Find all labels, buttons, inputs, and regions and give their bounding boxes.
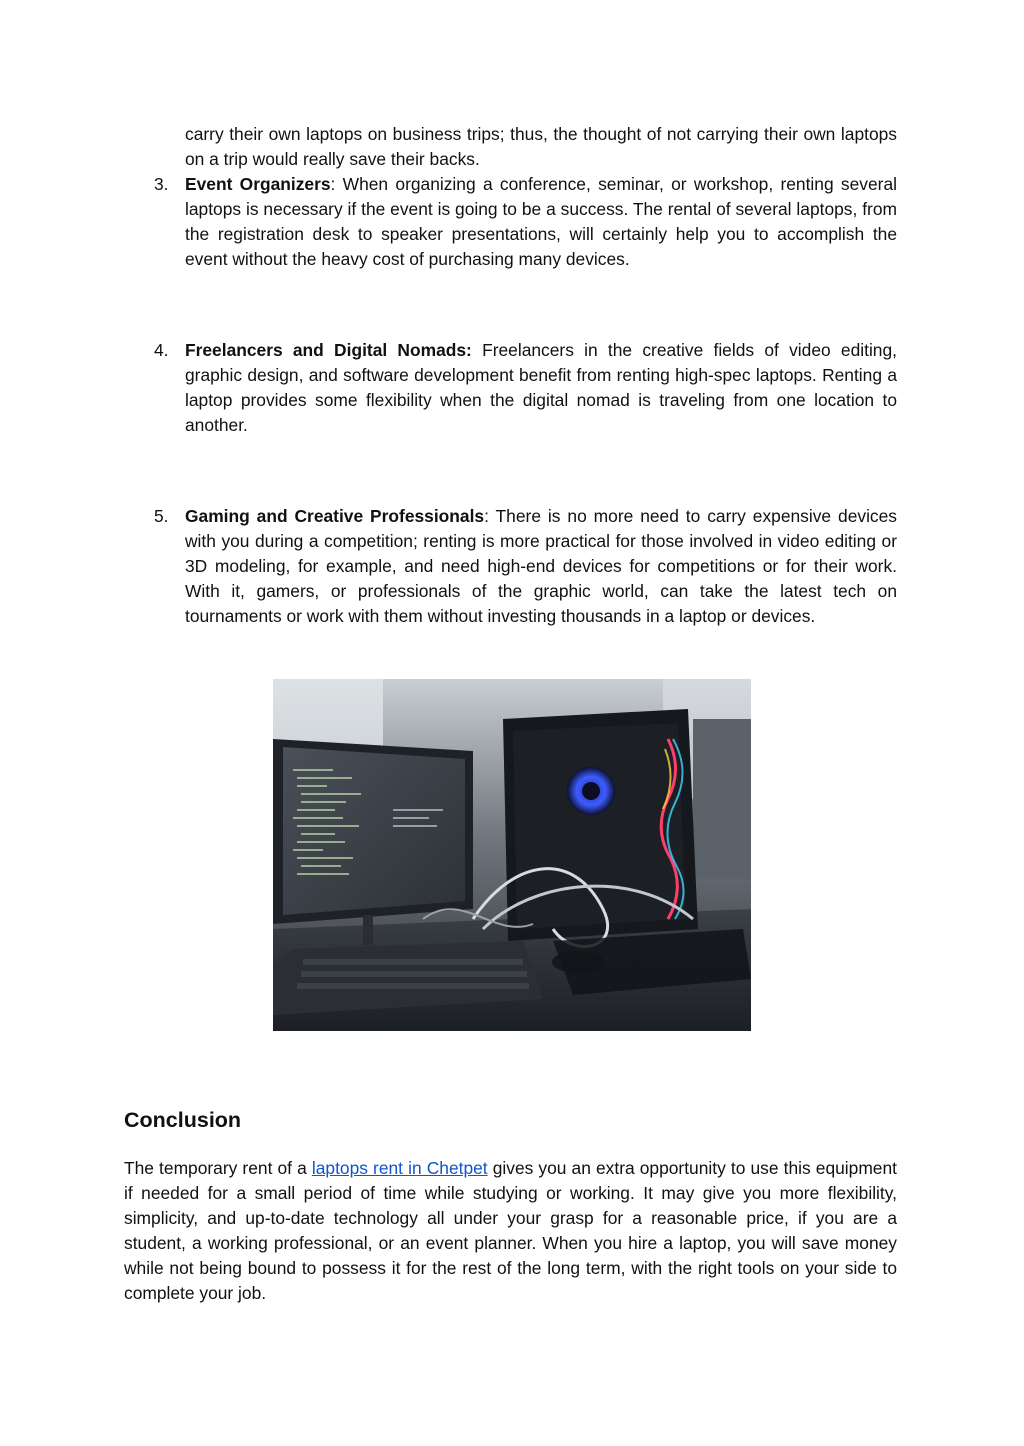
list-item-number: 5. [154,506,169,526]
conclusion-heading: Conclusion [124,1108,242,1132]
list-item-title: Gaming and Creative Professionals [185,506,485,526]
list-item-number: 3. [154,174,169,194]
list-item-body: When organizing a conference, seminar, or workshop, renting several laptops is necessary if the event is going to be a success. The rental of several laptops, from the registration desk to speaker presentations, will certainly help you to accomplish the event without the heavy cost of purchasing many devices. [185,174,897,269]
list-item-freelancers [185,338,897,438]
list-item-gaming-creative [185,504,897,629]
list-item-body: Freelancers in the creative fields of video editing, graphic design, and software development benefit from renting high-spec laptops. Renting a laptop provides some flexibility when the digital nomad is traveling from one location to another. [185,340,897,435]
list-item-event-organizers [185,172,897,272]
conclusion-text-after: gives you an extra opportunity to use this equipment if needed for a small period of time while studying or working. It may give you more flexibility, simplicity, and up-to-date technology all under your grasp for a reasonable price, if you are a student, a working professional, or an event planner. When you hire a laptop, you will save money while not being bound to possess it for the rest of the long term, with the right tools on your side to complete your job. [124,1158,897,1303]
list-item-separator: : [484,506,489,526]
list-item-body: There is no more need to carry expensive devices with you during a competition; renting is more practical for those involved in video editing or 3D modeling, for example, and need high-end devices for competitions or for their work. With it, gamers, or professionals of the graphic world, can take the latest tech on tournaments or work with them without investing thousands in a laptop or devices. [185,506,897,626]
laptops-rent-link[interactable]: laptops rent in Chetpet [311,1158,488,1178]
list-item-title: Event Organizers [185,174,331,194]
conclusion-paragraph [124,1156,897,1306]
conclusion-text-before: The temporary rent of a [124,1158,312,1178]
computer-setup-photo [273,679,751,1031]
list-item-number: 4. [154,340,169,360]
list-item-separator: : [330,174,336,194]
list-item-title: Freelancers and Digital Nomads: [185,340,472,360]
list-item-continuation: carry their own laptops on business trips; thus, the thought of not carrying their own laptops on a trip would really save their backs. [185,124,897,169]
